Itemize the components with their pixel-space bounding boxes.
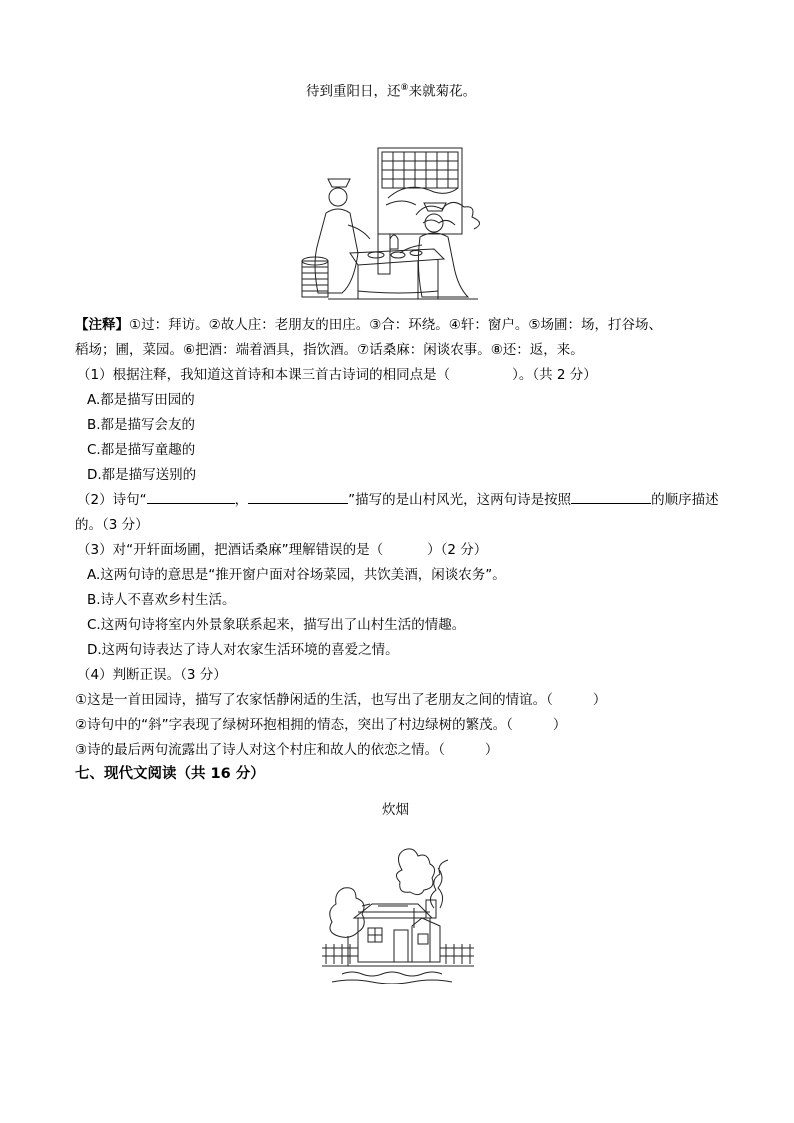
- q3-option-b: B.诗人不喜欢乡村生活。: [87, 592, 236, 608]
- question-2-stem: [77, 491, 719, 509]
- q3-option-c: C.这两句诗将室内外景象联系起来，描写出了山村生活的情趣。: [87, 617, 466, 633]
- q1-option-d: D.都是描写送别的: [87, 467, 197, 483]
- q4-item-1: [75, 691, 606, 709]
- q1-stem-a: （1）根据注释，我知道这首诗和本课三首古诗词的相同点是（: [77, 367, 451, 383]
- q4-item-3-close: ）: [484, 742, 499, 758]
- q1-stem-b: ）。（共 2 分）: [512, 367, 597, 383]
- q4-item-2: [75, 716, 566, 734]
- passage-title: 炊烟: [382, 802, 409, 818]
- q2-blank-2[interactable]: [248, 491, 348, 504]
- q2-part-b: ，: [234, 492, 249, 508]
- q4-item-3: [75, 741, 498, 759]
- section-7-heading: 七、现代文阅读（共 16 分）: [75, 766, 265, 782]
- q4-item-2-text: ②诗句中的“斜”字表现了绿树环抱相拥的情态，突出了村边绿树的繁茂。（: [75, 717, 513, 733]
- question-2-line-2: 的。（3 分）: [75, 517, 149, 533]
- question-4-stem: （4）判断正误。（3 分）: [77, 667, 227, 683]
- notes-line-2: 稻场；圃，菜园。⑥把酒：端着酒具，指饮酒。⑦话桑麻：闲谈农事。⑧还：返，来。: [75, 342, 584, 358]
- question-3-stem: [77, 541, 487, 559]
- q1-option-c: C.都是描写童趣的: [87, 442, 196, 458]
- q2-part-c: ”描写的是山村风光，这两句诗是按照: [348, 492, 572, 508]
- poem-last-line: [306, 79, 476, 101]
- q2-blank-1[interactable]: [147, 491, 235, 504]
- poem-line-before: 待到重阳日，还: [306, 83, 401, 100]
- notes-label: 【注释】: [75, 317, 129, 333]
- q4-item-2-close: ）: [552, 717, 567, 733]
- q4-item-1-close: ）: [592, 692, 607, 708]
- notes-line-1: [75, 316, 662, 334]
- q4-item-1-text: ①这是一首田园诗，描写了农家恬静闲适的生活，也写出了老朋友之间的情谊。（: [75, 692, 553, 708]
- q1-option-b: B.都是描写会友的: [87, 417, 196, 433]
- question-1-stem: [77, 366, 597, 384]
- q2-blank-3[interactable]: [571, 491, 651, 504]
- q2-part-d: 的顺序描述: [651, 492, 719, 508]
- q3-option-d: D.这两句诗表达了诗人对农家生活环境的喜爱之情。: [87, 642, 399, 658]
- scholars-drinking-illustration: [298, 143, 494, 301]
- notes-text-1: ①过：拜访。②故人庄：老朋友的田庄。③合：环绕。④轩：窗户。⑤场圃：场，打谷场、: [129, 317, 663, 333]
- cottage-smoke-illustration: [322, 848, 474, 984]
- q3-option-a: A.这两句诗的意思是“推开窗户面对谷场菜园，共饮美酒，闲谈农务”。: [87, 567, 506, 583]
- q4-item-3-text: ③诗的最后两句流露出了诗人对这个村庄和故人的依恋之情。（: [75, 742, 445, 758]
- footnote-mark: ⑧: [400, 83, 409, 93]
- q3-stem-a: （3）对“开轩面场圃，把酒话桑麻”理解错误的是（: [77, 542, 384, 558]
- q1-option-a: A.都是描写田园的: [87, 392, 195, 408]
- poem-line-after: 来就菊花。: [408, 83, 477, 100]
- q2-part-a: （2）诗句“: [77, 492, 147, 508]
- q3-stem-b: ）（2 分）: [427, 542, 488, 558]
